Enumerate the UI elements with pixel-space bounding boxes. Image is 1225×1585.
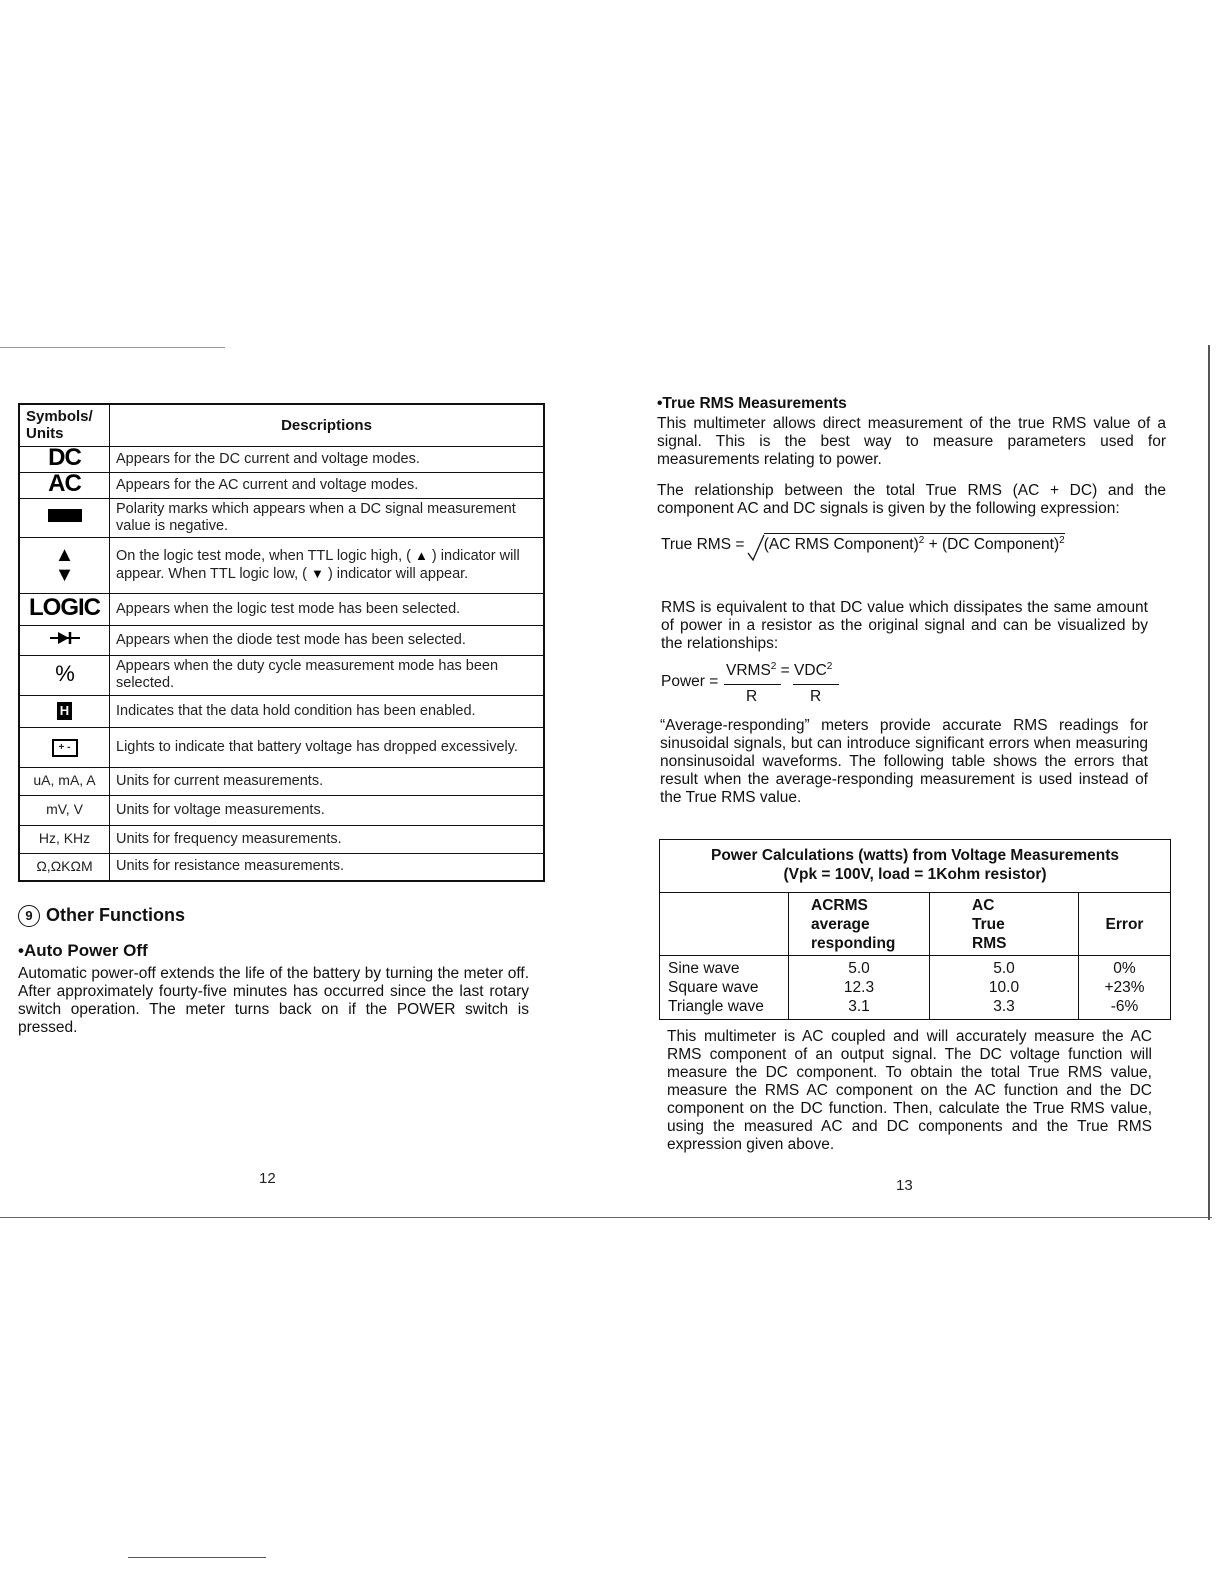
true-rms-header: AC True RMS bbox=[930, 893, 1079, 956]
auto-power-off-title: •Auto Power Off bbox=[18, 941, 148, 960]
table-row bbox=[19, 593, 544, 625]
table-row: Triangle wave 3.1 3.3 -6% bbox=[660, 997, 1171, 1020]
frequency-units: Hz, KHz bbox=[19, 825, 110, 853]
page-number-right: 13 bbox=[896, 1177, 913, 1194]
auto-power-off-text: Automatic power-off extends the life of the battery by turning the meter off. After approximately fourty-five minutes has occurred since the last rotary switch operation. The meter turns back on if the POWER switch is pressed. bbox=[18, 965, 529, 1036]
power-calculations-table bbox=[659, 839, 1171, 1020]
row-desc: Indicates that the data hold condition has been enabled. bbox=[110, 695, 545, 727]
down-triangle-icon: ▼ bbox=[311, 566, 324, 581]
page-number-left: 12 bbox=[259, 1170, 276, 1187]
dc-symbol: DC bbox=[19, 446, 110, 472]
battery-icon: + - bbox=[19, 727, 110, 767]
table-row bbox=[19, 472, 544, 498]
true-rms-title: •True RMS Measurements bbox=[657, 395, 847, 412]
table-row: Sine wave 5.0 5.0 0% bbox=[660, 956, 1171, 979]
paragraph-4: “Average-responding” meters provide accurate RMS readings for sinusoidal signals, but can introduce significant errors when measuring nonsinusoidal waveforms. The following table shows the errors that result when the average-responding measurement is used instead of the True RMS value. bbox=[660, 717, 1148, 806]
table-row bbox=[19, 446, 544, 472]
bottom-rule bbox=[0, 1217, 1212, 1218]
top-rule bbox=[0, 347, 225, 348]
power-formula: Power = $VRMS^2 = VDC^2$ R R bbox=[661, 661, 861, 711]
table-row bbox=[19, 767, 544, 795]
table-header-row bbox=[660, 893, 1171, 956]
table-row bbox=[19, 537, 544, 593]
table-row bbox=[19, 853, 544, 881]
row-desc: Units for current measurements. bbox=[110, 767, 545, 795]
row-desc: Units for voltage measurements. bbox=[110, 795, 545, 825]
table-row: Square wave 12.3 10.0 +23% bbox=[660, 978, 1171, 997]
row-desc: Appears for the AC current and voltage modes. bbox=[110, 472, 545, 498]
row-desc: Units for frequency measurements. bbox=[110, 825, 545, 853]
table-row bbox=[19, 695, 544, 727]
col-symbols-header: Symbols/ Units bbox=[19, 404, 110, 446]
row-desc: Units for resistance measurements. bbox=[110, 853, 545, 881]
minus-bar-icon bbox=[19, 498, 110, 537]
row-desc: Appears when the duty cycle measurement mode has been selected. bbox=[110, 655, 545, 695]
row-desc: Appears when the logic test mode has been selected. bbox=[110, 593, 545, 625]
table-row bbox=[19, 795, 544, 825]
logic-symbol: LOGIC bbox=[19, 593, 110, 625]
section-heading bbox=[18, 905, 185, 927]
row-desc: Appears for the DC current and voltage modes. bbox=[110, 446, 545, 472]
table-row bbox=[19, 498, 544, 537]
hold-icon: H bbox=[19, 695, 110, 727]
row-desc: Polarity marks which appears when a DC signal measurement value is negative. bbox=[110, 498, 545, 537]
table-row bbox=[19, 727, 544, 767]
paragraph-5: This multimeter is AC coupled and will accurately measure the AC RMS component of an output signal. The DC voltage function will measure the DC component. To obtain the total True RMS value, measure the RMS AC component on the AC function and the DC component on the DC function. Then, calculate the True RMS value, using the measured AC and DC components and the True RMS expression given above. bbox=[667, 1028, 1152, 1153]
footer-link-rule bbox=[128, 1557, 266, 1558]
diode-icon bbox=[19, 625, 110, 655]
resistance-units: Ω,ΩKΩM bbox=[19, 853, 110, 881]
percent-symbol: % bbox=[19, 655, 110, 695]
error-header: Error bbox=[1079, 893, 1171, 956]
table-header-row bbox=[19, 404, 544, 446]
logic-arrows-icon: ▲ ▼ bbox=[19, 537, 110, 593]
table-caption-line-1: Power Calculations (watts) from Voltage Measurements bbox=[711, 847, 1119, 864]
acrms-header: ACRMS average responding bbox=[789, 893, 930, 956]
col-descriptions-header: Descriptions bbox=[110, 404, 545, 446]
symbols-table bbox=[18, 403, 545, 882]
fraction-bar bbox=[793, 684, 839, 685]
paragraph-1: This multimeter allows direct measurement of the true RMS value of a signal. This is the best way to measure parameters used for measurements relating to power. bbox=[657, 415, 1166, 468]
current-units: uA, mA, A bbox=[19, 767, 110, 795]
ac-symbol: AC bbox=[19, 472, 110, 498]
section-title: Other Functions bbox=[46, 905, 185, 925]
row-desc: On the logic test mode, when TTL logic high, ( ▲ ) indicator will appear. When TTL logic low, ( ▼ ) indicator will appear. bbox=[110, 537, 545, 593]
paragraph-3: RMS is equivalent to that DC value which dissipates the same amount of power in a resistor as the original signal and can be visualized by the relationships: bbox=[661, 599, 1148, 652]
row-desc: Appears when the diode test mode has been selected. bbox=[110, 625, 545, 655]
table-caption-line-2: (Vpk = 100V, load = 1Kohm resistor) bbox=[783, 866, 1047, 883]
voltage-units: mV, V bbox=[19, 795, 110, 825]
table-row bbox=[19, 625, 544, 655]
up-triangle-icon: ▲ bbox=[415, 548, 428, 563]
table-row bbox=[19, 655, 544, 695]
table-caption-row bbox=[660, 840, 1171, 893]
right-edge-rule bbox=[1208, 345, 1210, 1220]
true-rms-formula: True RMS = (AC RMS Component)$^2$ + (DC Component)$^2$ bbox=[661, 533, 1065, 563]
paragraph-2: The relationship between the total True RMS (AC + DC) and the component AC and DC signals is given by the following expression: bbox=[657, 482, 1166, 517]
row-desc: Lights to indicate that battery voltage has dropped excessively. bbox=[110, 727, 545, 767]
section-number: 9 bbox=[18, 905, 40, 927]
fraction-bar bbox=[724, 684, 781, 685]
table-row bbox=[19, 825, 544, 853]
